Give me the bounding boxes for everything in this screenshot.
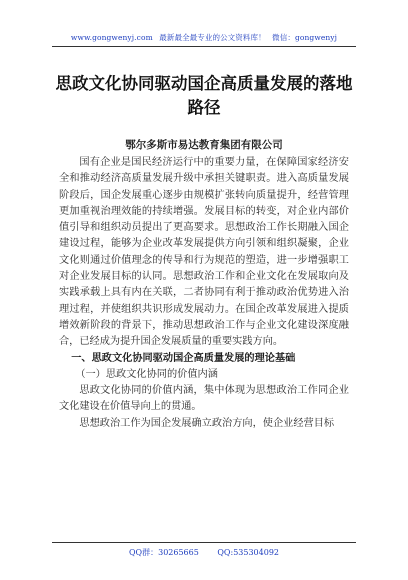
paragraph-political-direction: 思想政治工作为国企发展确立政治方向，使企业经营目标 bbox=[79, 417, 335, 429]
qq-number: QQ:535304092 bbox=[217, 548, 279, 557]
subsection-heading: （一）思政文化协同的价值内涵 bbox=[75, 368, 218, 380]
header-divider bbox=[52, 46, 356, 47]
page-footer bbox=[0, 547, 408, 558]
wechat-id: 微信：gongwenyj bbox=[272, 33, 338, 42]
qq-group: QQ群：30265665 bbox=[128, 548, 199, 557]
paragraph-intro: 国有企业是国民经济运行中的重要力量，在保障国家经济安全和推动经济高质量发展升级中承担关键职责。进入高质量发展阶段后，国企发展重心逐步由规模扩张转向质量提升，经营管理更加重视治理效能的持续增强。发展目标的转变，对企业内部价值引导和组织动员提出了更高要求。思想政治工作长期融入国企建设过程，能够为企业改革发展提供方向引领和组织凝聚，企业文化则通过价值理念的传导和行为规范的塑造，进一步增强职工对企业发展目标的认同。思想政治工作和企业文化在发展取向及实践承载上具有内在关联，二者协同有利于推动政治优势进入治理过程，并使组织共识形成发展动力。在国企改革发展进入提质增效新阶段的背景下，推动思想政治工作与企业文化建设深度融合，已经成为提升国企发展质量的重要实践方向。 bbox=[59, 157, 349, 348]
document-title: 思政文化协同驱动国企高质量发展的落地路径 bbox=[55, 74, 353, 117]
section-heading: 一、思政文化协同驱动国企高质量发展的理论基础 bbox=[71, 352, 296, 364]
document-body bbox=[59, 155, 349, 432]
footer-divider bbox=[52, 542, 356, 543]
site-slogan: 最新最全最专业的公文资料库！ bbox=[159, 33, 266, 42]
document-author: 鄂尔多斯市易达教育集团有限公司 bbox=[125, 139, 283, 151]
page-header bbox=[0, 32, 408, 43]
paragraph-value-connotation: 思政文化协同的价值内涵，集中体现为思想政治工作同企业文化建设在价值导向上的贯通。 bbox=[59, 385, 349, 413]
site-url: www.gongwenyj.com bbox=[70, 33, 153, 42]
